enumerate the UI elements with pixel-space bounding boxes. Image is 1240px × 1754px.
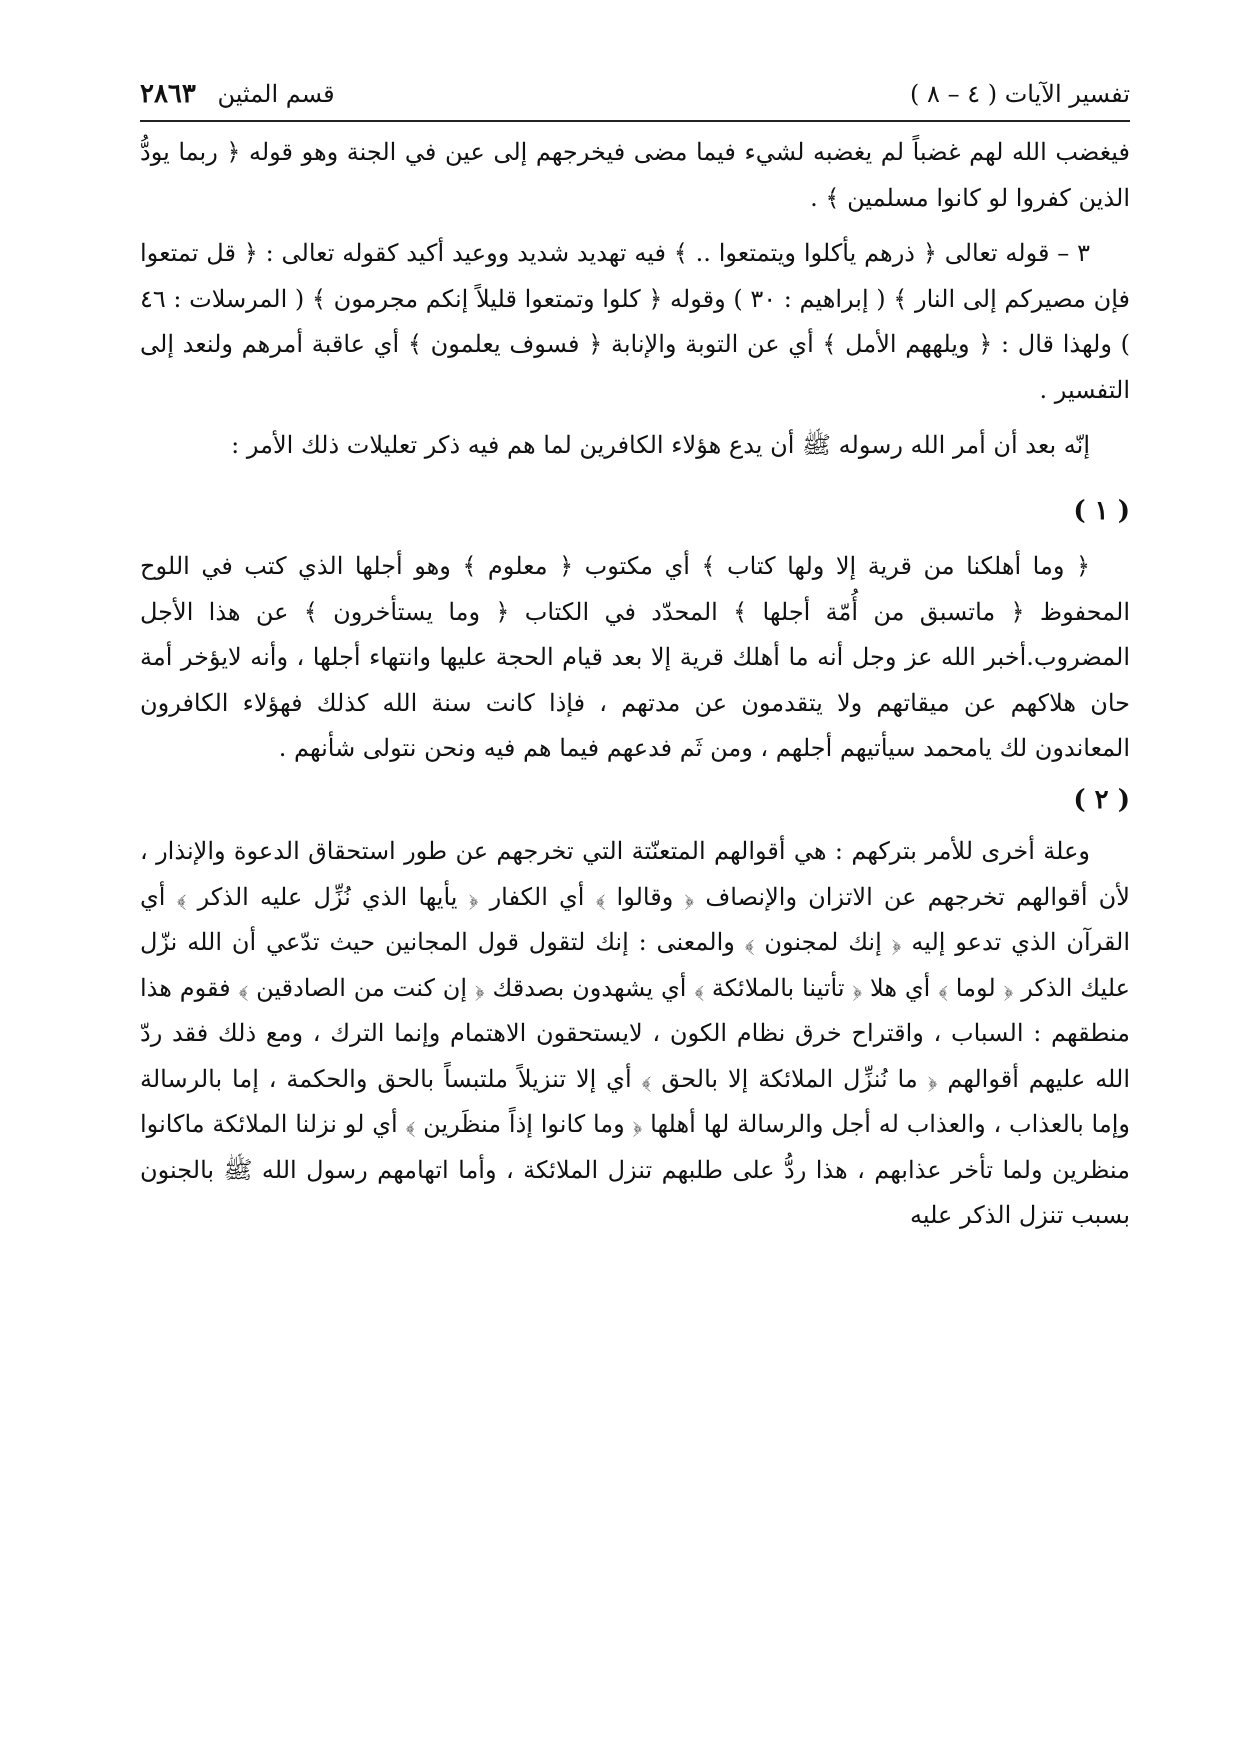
paragraph-intro-reasons: إنّه بعد أن أمر الله رسوله ﷺ أن يدع هؤلاء الكافرين لما هم فيه ذكر تعليلات ذلك الأمر : — [231, 431, 1090, 459]
book-page — [140, 70, 1130, 1239]
item-number-1: ( ١ ) — [1073, 495, 1130, 526]
section-label: قسم المثين — [217, 80, 335, 108]
paragraph-point-3: ٣ – قوله تعالى ﴿ ذرهم يأكلوا ويتمتعوا .. ﴾ فيه تهديد شديد ووعيد أكيد كقوله تعالى : ﴿ قل تمتعوا فإن مصيركم إلى النار ﴾ ( إبراهيم : ٣٠ ) وقوله ﴿ كلوا وتمتعوا قليلاً إنكم مجرمون ﴾ ( المرسلات : ٤٦ ) ولهذا قال : ﴿ ويلههم الأمل ﴾ أي عن التوبة والإنابة ﴿ فسوف يعلمون ﴾ أي عاقبة أمرهم ولنعد إلى التفسير . — [140, 239, 1130, 404]
item-number-2: ( ٢ ) — [1073, 784, 1130, 815]
paragraph-reason-1: ﴿ وما أهلكنا من قرية إلا ولها كتاب ﴾ أي مكتوب ﴿ معلوم ﴾ وهو أجلها الذي كتب في اللوح المحفوظ ﴿ ماتسبق من أُمّة أجلها ﴾ المحدّد في الكتاب ﴿ وما يستأخرون ﴾ عن هذا الأجل المضروب.أخبر الله عز وجل أنه ما أهلك قرية إلا بعد قيام الحجة عليها وانتهاء أجلها ، وأنه لايؤخر أمة حان هلاكهم عن ميقاتهم ولا يتقدمون عن مدتهم ، فإذا كانت سنة الله كذلك فهؤلاء الكافرون المعاندون لك يامحمد سيأتيهم أجلهم ، ومن ثَم فدعهم فيما هم فيه ونحن نتولى شأنهم . — [140, 552, 1130, 762]
header-section-block — [140, 74, 335, 114]
running-title: تفسير الآيات ( ٤ – ٨ ) — [910, 80, 1130, 108]
paragraph-reason-2: وعلة أخرى للأمر بتركهم : هي أقوالهم المتعنّتة التي تخرجهم عن طور استحقاق الدعوة والإنذار ، لأن أقوالهم تخرجهم عن الاتزان والإنصاف ﴿ وقالوا ﴾ أي الكفار ﴿ يأيها الذي نُزِّل عليه الذكر ﴾ أي القرآن الذي تدعو إليه ﴿ إنك لمجنون ﴾ والمعنى : إنك لتقول قول المجانين حيث تدّعي أن الله نزّل عليك الذكر ﴿ لوما ﴾ أي هلا ﴿ تأتينا بالملائكة ﴾ أي يشهدون بصدقك ﴿ إن كنت من الصادقين ﴾ فقوم هذا منطقهم : السباب ، واقتراح خرق نظام الكون ، لايستحقون الاهتمام وإنما الترك ، ومع ذلك فقد ردّ الله عليهم أقوالهم ﴿ ما نُنزِّل الملائكة إلا بالحق ﴾ أي إلا تنزيلاً ملتبساً بالحق والحكمة ، إما بالرسالة وإما بالعذاب ، والعذاب له أجل والرسالة لها أهلها ﴿ وما كانوا إذاً منظَرين ﴾ أي لو نزلنا الملائكة ماكانوا منظرين ولما تأخر عذابهم ، هذا ردُّ على طلبهم تنزل الملائكة ، وأما اتهامهم رسول الله ﷺ بالجنون بسبب تنزل الذكر عليه — [140, 837, 1130, 1229]
page-number: ٢٨٦٣ — [140, 79, 196, 109]
page-body — [140, 130, 1130, 1239]
page-header — [140, 70, 1130, 122]
paragraph-continuation: فيغضب الله لهم غضباً لم يغضبه لشيء فيما مضى فيخرجهم إلى عين في الجنة وهو قوله ﴿ ربما يودُّ الذين كفروا لو كانوا مسلمين ﴾ . — [140, 138, 1130, 212]
